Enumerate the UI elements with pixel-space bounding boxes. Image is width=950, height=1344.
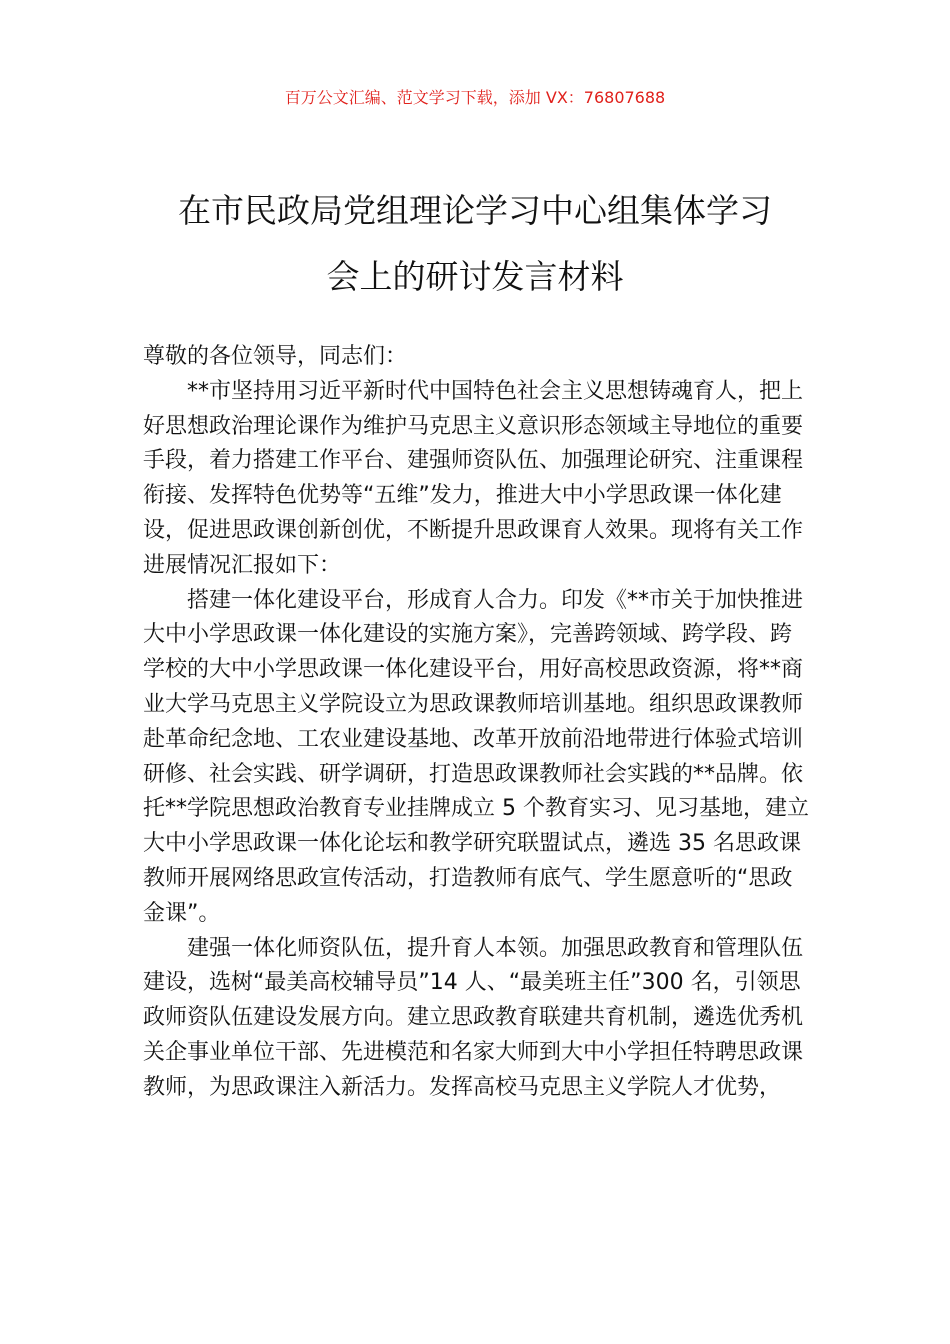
salutation: 尊敬的各位领导，同志们： [143,344,408,369]
paragraph-intro: **市坚持用习近平新时代中国特色社会主义思想铸魂育人，把上好思想政治理论课作为维护马克思主义意识形态领域主导地位的重要手段，着力搭建工作平台、建强师资队伍、加强理论研究、注重课程衔接、发挥特色优势等“五维”发力，推进大中小学思政课一体化建设，促进思政课创新创优，不断提升思政课育人效果。现将有关工作进展情况汇报如下： [143,378,804,578]
document-body [143,340,813,1106]
paragraph-platform: 搭建一体化建设平台，形成育人合力。印发《**市关于加快推进大中小学思政课一体化建设的实施方案》，完善跨领域、跨学段、跨学校的大中小学思政课一体化建设平台，用好高校思政资源，将**商业大学马克思主义学院设立为思政课教师培训基地。组织思政课教师赴革命纪念地、工农业建设基地、改革开放前沿地带进行体验式培训研修、社会实践、研学调研，打造思政课教师社会实践的**品牌。依托**学院思想政治教育专业挂牌成立 5 个教育实习、见习基地，建立大中小学思政课一体化论坛和教学研究联盟试点，遴选 35 名思政课教师开展网络思政宣传活动，打造教师有底气、学生愿意听的“思政金课”。 [143,587,809,926]
title-line-1: 在市民政局党组理论学习中心组集体学习 [178,191,772,230]
header-note: 百万公文汇编、范文学习下载，添加 VX：76807688 [284,88,666,107]
paragraph-teachers: 建强一体化师资队伍，提升育人本领。加强思政教育和管理队伍建设，选树“最美高校辅导员”14 人、“最美班主任”300 名，引领思政师资队伍建设发展方向。建立思政教育联建共育机制，遴选优秀机关企事业单位干部、先进模范和名家大师到大中小学担任特聘思政课教师，为思政课注入新活力。发挥高校马克思主义学院人才优势， [143,935,804,1100]
document-title [100,178,850,310]
title-line-2: 会上的研讨发言材料 [326,257,624,296]
